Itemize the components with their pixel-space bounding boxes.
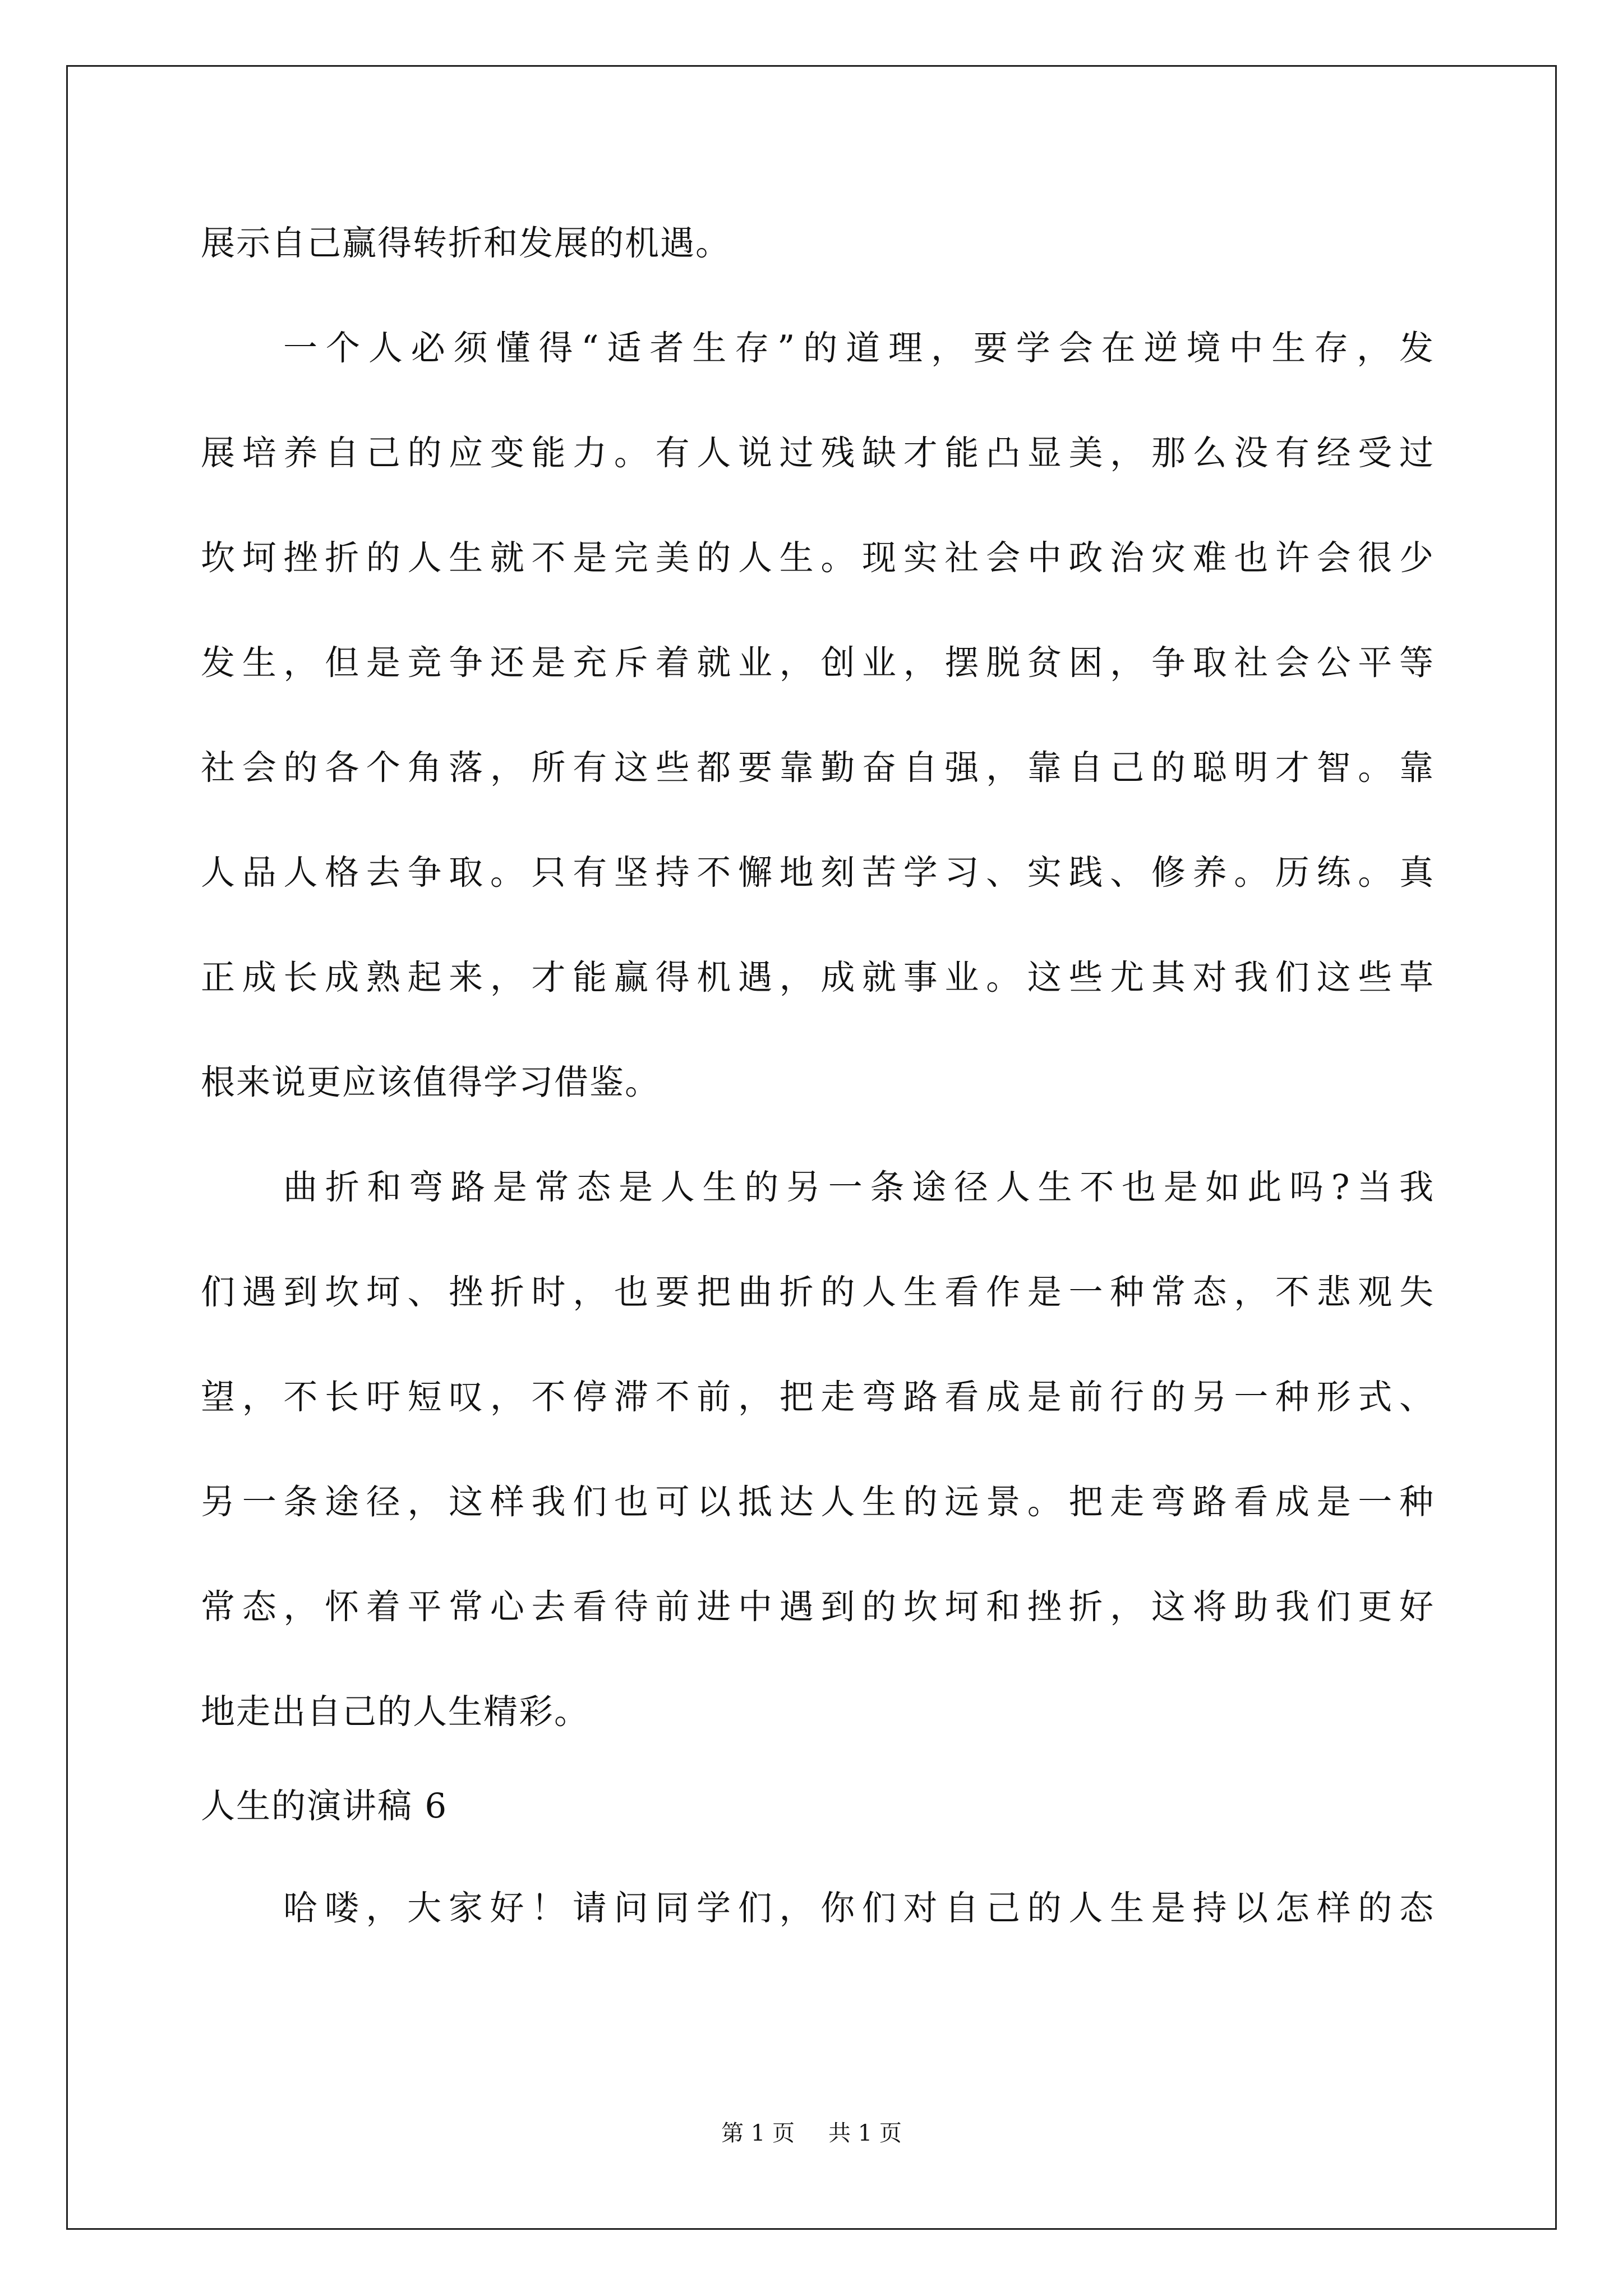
text-line: 另一条途径，这样我们也可以抵达人生的远景。把走弯路看成是一种	[201, 1482, 1435, 1522]
text-line: 根来说更应该值得学习借鉴。	[201, 1062, 661, 1102]
section-heading: 人生的演讲稿 6	[201, 1786, 448, 1826]
text-line: 常态，怀着平常心去看待前进中遇到的坎坷和挫折，这将助我们更好	[201, 1587, 1435, 1627]
page-footer	[0, 2118, 1623, 2149]
text-line: 展示自己赢得转折和发展的机遇。	[201, 223, 731, 263]
text-line: 一个人必须懂得“适者生存”的道理，要学会在逆境中生存，发	[283, 328, 1435, 368]
text-line: 曲折和弯路是常态是人生的另一条途径人生不也是如此吗?当我	[283, 1167, 1435, 1207]
text-line: 发生，但是竞争还是充斥着就业，创业，摆脱贫困，争取社会公平等	[201, 643, 1435, 683]
text-line: 哈喽，大家好！请问同学们，你们对自己的人生是持以怎样的态	[283, 1888, 1435, 1928]
text-line: 展培养自己的应变能力。有人说过残缺才能凸显美，那么没有经受过	[201, 433, 1435, 473]
text-line: 地走出自己的人生精彩。	[201, 1692, 590, 1732]
page-number-current: 第 1 页	[721, 2120, 795, 2146]
text-line: 望，不长吁短叹，不停滞不前，把走弯路看成是前行的另一种形式、	[201, 1377, 1435, 1417]
text-line: 坎坷挫折的人生就不是完美的人生。现实社会中政治灾难也许会很少	[201, 538, 1435, 578]
page-number-total: 共 1 页	[828, 2120, 902, 2146]
text-line: 社会的各个角落，所有这些都要靠勤奋自强，靠自己的聪明才智。靠	[201, 748, 1435, 788]
text-line: 正成长成熟起来，才能赢得机遇，成就事业。这些尤其对我们这些草	[201, 958, 1435, 997]
text-line: 人品人格去争取。只有坚持不懈地刻苦学习、实践、修养。历练。真	[201, 853, 1435, 892]
text-line: 们遇到坎坷、挫折时，也要把曲折的人生看作是一种常态，不悲观失	[201, 1272, 1435, 1312]
